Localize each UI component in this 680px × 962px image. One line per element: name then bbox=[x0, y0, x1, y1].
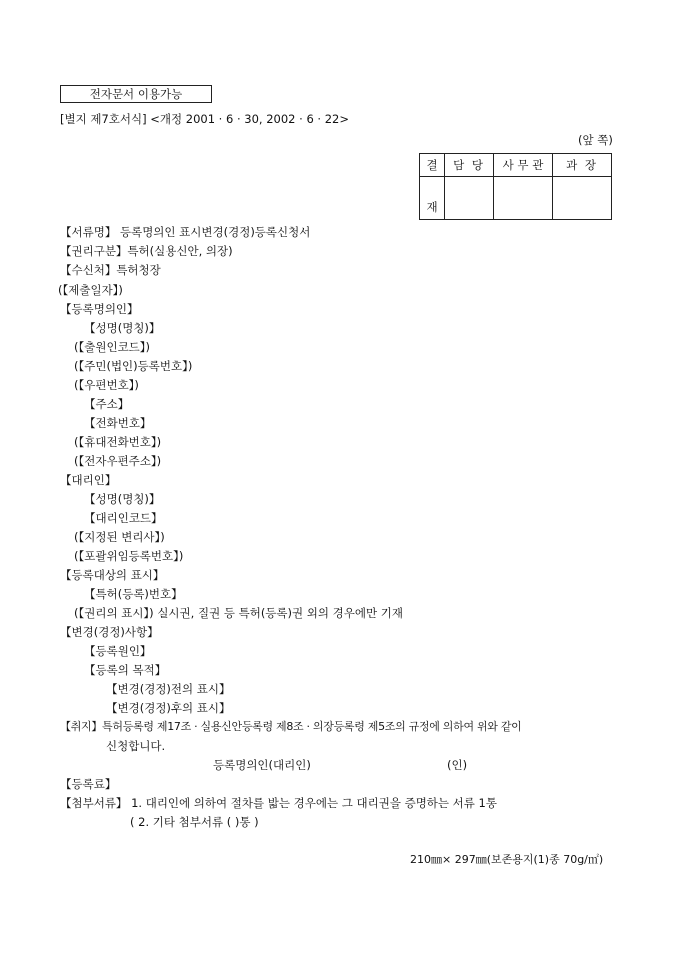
field-registration-number: (【주민(법인)등록번호】) bbox=[74, 359, 193, 373]
field-address: 【주소】 bbox=[84, 397, 130, 411]
field-registration-target: 【등록대상의 표시】 bbox=[60, 568, 165, 582]
form-number: [별지 제7호서식] <개정 2001 · 6 · 30, 2002 · 6 · 22> bbox=[60, 112, 350, 126]
field-purpose-statement: 【취지】특허등록령 제17조 · 실용신안등록령 제8조 · 의장등록령 제5조의 규정에 의하여 위와 같이 bbox=[60, 720, 522, 733]
field-patent-number: 【특허(등록)번호】 bbox=[84, 587, 183, 601]
field-general-power-number: (【포괄위임등록번호】) bbox=[74, 549, 184, 563]
field-right-type: 【권리구분】특허(실용신안, 의장) bbox=[60, 244, 233, 258]
field-agent-code: 【대리인코드】 bbox=[84, 511, 163, 525]
approval-table bbox=[419, 153, 612, 220]
approval-col-officer: 사 무 관 bbox=[494, 154, 553, 177]
field-designated-attorney: (【지정된 변리사】) bbox=[74, 530, 165, 544]
field-holder-name: 【성명(명칭)】 bbox=[84, 321, 161, 335]
field-agent-name: 【성명(명칭)】 bbox=[84, 492, 161, 506]
attachments-line-1: 【첨부서류】 1. 대리인에 의하여 절차를 밟는 경우에는 그 대리권을 증명하는 서류 1통 bbox=[60, 796, 497, 810]
approval-sign-officer bbox=[494, 177, 553, 220]
field-mobile: (【휴대전화번호】) bbox=[74, 435, 162, 449]
field-registered-holder: 【등록명의인】 bbox=[60, 302, 139, 316]
field-before-change: 【변경(경정)전의 표시】 bbox=[106, 682, 231, 696]
field-registration-fee: 【등록료】 bbox=[60, 777, 117, 791]
approval-sign-director bbox=[553, 177, 612, 220]
field-agent: 【대리인】 bbox=[60, 473, 117, 487]
field-registration-cause: 【등록원인】 bbox=[84, 644, 152, 658]
field-email: (【전자우편주소】) bbox=[74, 454, 162, 468]
field-submission-date: (【제출일자】) bbox=[58, 283, 123, 297]
field-right-description: (【권리의 표시】) 실시권, 질권 등 특허(등록)권 외의 경우에만 기재 bbox=[74, 606, 403, 620]
field-after-change: 【변경(경정)후의 표시】 bbox=[106, 701, 231, 715]
field-purpose-statement-cont: 신청합니다. bbox=[106, 739, 166, 753]
approval-sign-staff bbox=[445, 177, 494, 220]
approval-label-bottom: 재 bbox=[420, 177, 445, 220]
signature-seal: (인) bbox=[447, 758, 468, 772]
approval-label-top: 결 bbox=[420, 154, 445, 177]
field-document-name: 【서류명】 등록명의인 표시변경(경정)등록신청서 bbox=[60, 225, 311, 239]
field-postal-code: (【우편번호】) bbox=[74, 378, 139, 392]
paper-spec-footer: 210㎜× 297㎜(보존용지(1)종 70g/㎡) bbox=[410, 853, 604, 866]
field-phone: 【전화번호】 bbox=[84, 416, 152, 430]
field-applicant-code: (【출원인코드】) bbox=[74, 340, 151, 354]
approval-col-staff: 담 당 bbox=[445, 154, 494, 177]
electronic-document-badge: 전자문서 이용가능 bbox=[60, 85, 212, 103]
approval-col-director: 과 장 bbox=[553, 154, 612, 177]
signature-applicant: 등록명의인(대리인) bbox=[213, 758, 311, 772]
front-side-label: (앞 쪽) bbox=[578, 133, 613, 147]
field-recipient: 【수신처】특허청장 bbox=[60, 263, 161, 277]
field-change-details: 【변경(경정)사항】 bbox=[60, 625, 159, 639]
attachments-line-2: ( 2. 기타 첨부서류 ( )통 ) bbox=[130, 815, 259, 829]
field-registration-purpose: 【등록의 목적】 bbox=[84, 663, 167, 677]
